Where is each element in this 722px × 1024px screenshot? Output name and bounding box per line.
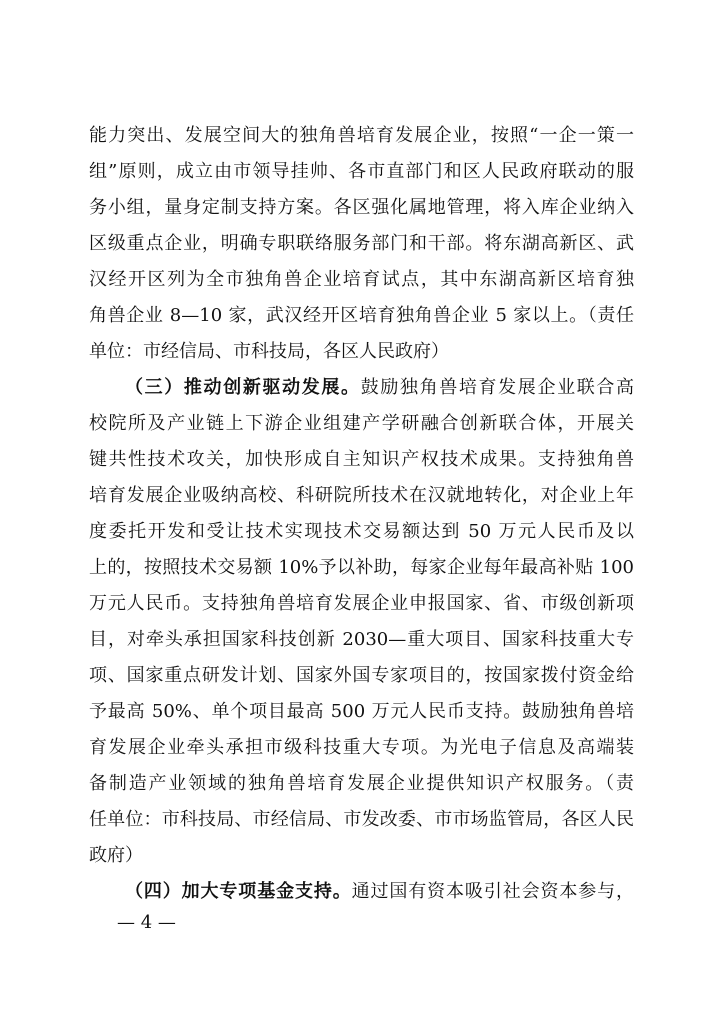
paragraph-line: 汉经开区列为全市独角兽企业培育试点，其中东湖高新区培育独 — [89, 269, 634, 290]
paragraph-line: 能力突出、发展空间大的独角兽培育发展企业，按照“一企一策一 — [89, 125, 634, 146]
paragraph-line: 键共性技术攻关，加快形成自主知识产权技术成果。支持独角兽 — [89, 449, 634, 470]
paragraph-line: 万元人民币。支持独角兽培育发展企业申报国家、省、市级创新项 — [89, 593, 634, 614]
paragraph-line: 区级重点企业，明确专职联络服务部门和干部。将东湖高新区、武 — [89, 233, 634, 254]
paragraph-line: 目，对牵头承担国家科技创新 2030—重大项目、国家科技重大专 — [89, 629, 634, 650]
section-3-heading: （三）推动创新驱动发展。 — [125, 377, 361, 398]
paragraph-line: 项、国家重点研发计划、国家外国专家项目的，按国家拨付资金给 — [89, 665, 634, 686]
section-3-first-line — [89, 370, 634, 406]
page-number: — 4 — — [117, 912, 176, 933]
paragraph-line: 予最高 50%、单个项目最高 500 万元人民币支持。鼓励独角兽培 — [89, 701, 634, 722]
paragraph-line: 单位：市经信局、市科技局，各区人民政府） — [89, 341, 449, 362]
section-4-first-line — [89, 874, 634, 910]
paragraph-line: 培育发展企业吸纳高校、科研院所技术在汉就地转化，对企业上年 — [89, 485, 634, 506]
paragraph-line: 政府） — [89, 845, 143, 866]
section-3-lead-text: 鼓励独角兽培育发展企业联合高 — [360, 377, 634, 398]
paragraph-line: 度委托开发和受让技术实现技术交易额达到 50 万元人民币及以 — [89, 521, 634, 542]
paragraph-line: 备制造产业领域的独角兽培育发展企业提供知识产权服务。（责 — [89, 773, 634, 794]
paragraph-line: 组”原则，成立由市领导挂帅、各市直部门和区人民政府联动的服 — [89, 161, 634, 182]
paragraph-line: 务小组，量身定制支持方案。各区强化属地管理，将入库企业纳入 — [89, 197, 634, 218]
paragraph-line: 上的，按照技术交易额 10%予以补助，每家企业每年最高补贴 100 — [89, 557, 634, 578]
paragraph-line: 任单位：市科技局、市经信局、市发改委、市市场监管局，各区人民 — [89, 809, 634, 830]
paragraph-line: 育发展企业牵头承担市级科技重大专项。为光电子信息及高端装 — [89, 737, 634, 758]
paragraph-line: 角兽企业 8—10 家，武汉经开区培育独角兽企业 5 家以上。（责任 — [89, 305, 634, 326]
section-4-heading: （四）加大专项基金支持。 — [125, 881, 352, 902]
section-4-lead-text: 通过国有资本吸引社会资本参与， — [351, 881, 634, 902]
document-body — [89, 118, 634, 910]
paragraph-line: 校院所及产业链上下游企业组建产学研融合创新联合体，开展关 — [89, 413, 634, 434]
